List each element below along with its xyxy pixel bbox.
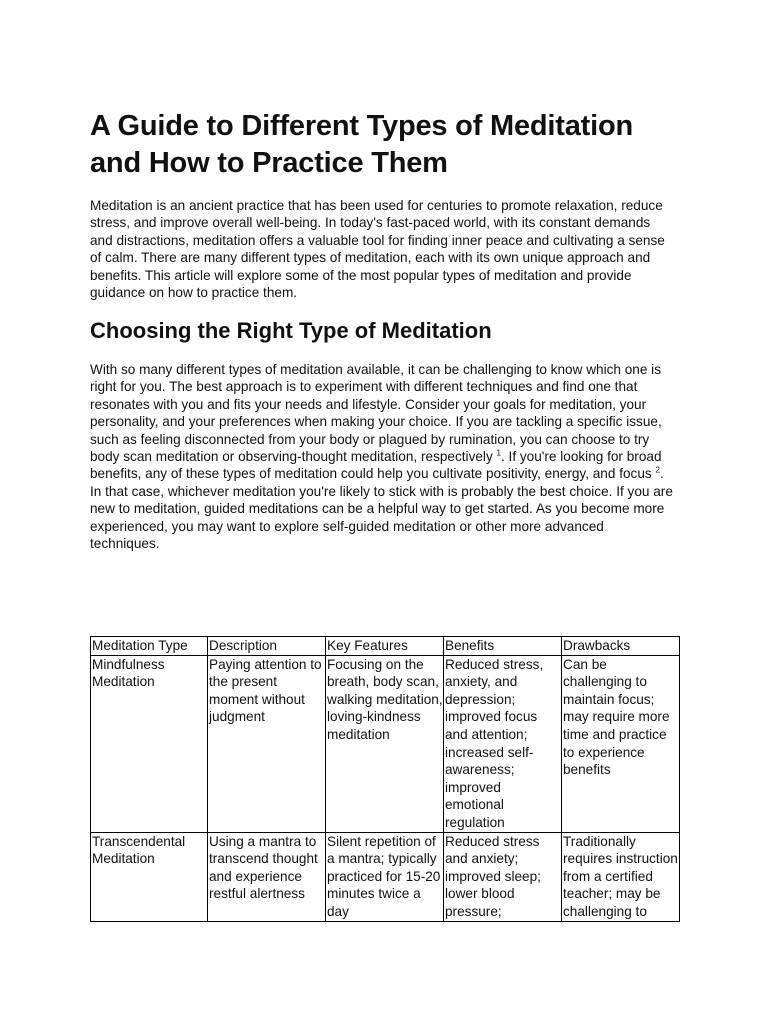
section-paragraph [90,361,676,552]
table-header-row [91,637,680,656]
cell-description: Using a mantra to transcend thought and experience restful alertness [208,832,326,921]
header-meditation-type: Meditation Type [91,637,208,656]
cell-features: Silent repetition of a mantra; typically practiced for 15-20 minutes twice a day [326,832,444,921]
header-key-features: Key Features [326,637,444,656]
footnote-ref-1[interactable]: 1 [496,448,501,458]
header-drawbacks: Drawbacks [562,637,680,656]
cell-benefits: Reduced stress, anxiety, and depression; improved focus and attention; increased self-awareness; improved emotional regulation [444,655,562,832]
cell-type: Mindfulness Meditation [91,655,208,832]
section-text-part1: With so many different types of meditation available, it can be challenging to know which one is right for you. The best approach is to experiment with different techniques and find one that resonates with you and fits your needs and lifestyle. Consider your goals for meditation, your personality, and your preferences when making your choice. If you are tackling a specific issue, such as feeling disconnected from your body or plagued by rumination, you can choose to try body scan meditation or observing-thought meditation, respectively [90,362,662,465]
cell-drawbacks: Can be challenging to maintain focus; may require more time and practice to experience benefits [562,655,680,832]
footnote-ref-2[interactable]: 2 [655,465,660,475]
cell-description: Paying attention to the present moment without judgment [208,655,326,832]
section-text-part3: . In that case, whichever meditation you're likely to stick with is probably the best choice. If you are new to meditation, guided meditations can be a helpful way to get started. As you become more experienced, you may want to explore self-guided meditation or other more advanced techniques. [90,466,673,552]
cell-benefits: Reduced stress and anxiety; improved sleep; lower blood pressure; [444,832,562,921]
header-benefits: Benefits [444,637,562,656]
meditation-types-table [90,636,680,922]
section-text-part2: . If you're looking for broad benefits, any of these types of meditation could help you cultivate positivity, energy, and focus [90,449,662,482]
cell-drawbacks: Traditionally requires instruction from a certified teacher; may be challenging to [562,832,680,921]
table-row [91,832,680,921]
cell-type: Transcendental Meditation [91,832,208,921]
section-heading: Choosing the Right Type of Meditation [90,318,492,343]
table-row [91,655,680,832]
intro-paragraph: Meditation is an ancient practice that has been used for centuries to promote relaxation, reduce stress, and improve overall well-being. In today's fast-paced world, with its constant demands and distractions, meditation offers a valuable tool for finding inner peace and cultivating a sense of calm. There are many different types of meditation, each with its own unique approach and benefits. This article will explore some of the most popular types of meditation and provide guidance on how to practice them. [90,198,665,301]
header-description: Description [208,637,326,656]
cell-features: Focusing on the breath, body scan, walking meditation, loving-kindness meditation [326,655,444,832]
page-title: A Guide to Different Types of Meditation and How to Practice Them [90,110,634,179]
